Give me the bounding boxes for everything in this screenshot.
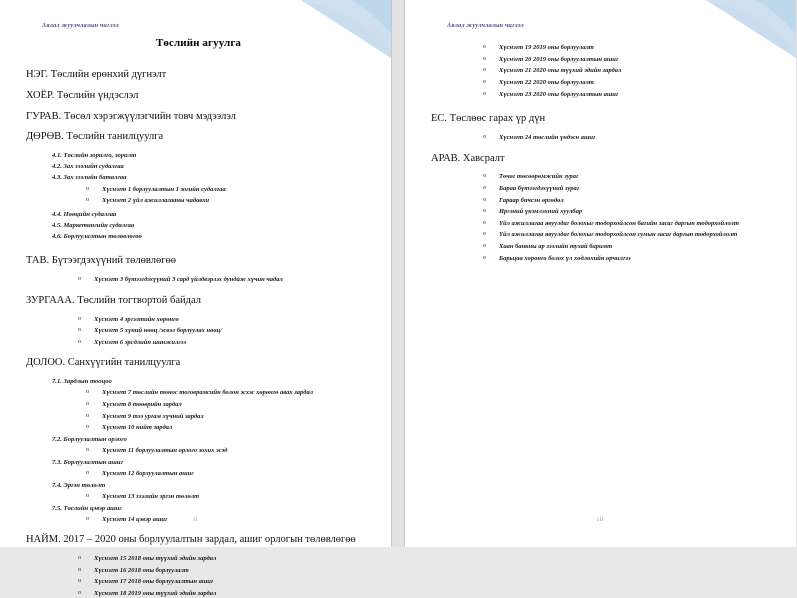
list-item-label: Хүснэгт 9 тээ ургам хүчний зардал: [102, 412, 204, 420]
list-item-label: Гараар бичсэн өргөдөл: [499, 196, 564, 204]
circle-bullet-icon: o: [483, 90, 486, 97]
list-item-label: Хүснэгт 22 2020 оны борлуулалт: [499, 78, 594, 86]
subsection-4-3: 4.3. Зах зээлийн баталгаа: [52, 174, 127, 182]
list-item-label: Барьцаа хөрөнгө болох үл хөдлөхийн өрчилгээ: [499, 254, 631, 262]
list-item-label: Үйл ажиллагаа явуулдаг болохыг тодорхойлсон багийн засаг даргын тодорхойлолт: [499, 219, 739, 227]
list-item-label: Хүснэгт 17 2018 оны борлуулалтын ашиг: [94, 578, 214, 586]
circle-bullet-icon: o: [86, 515, 89, 522]
heading-arav: АРАВ. Хавсралт: [431, 152, 505, 164]
circle-bullet-icon: o: [86, 389, 89, 396]
circle-bullet-icon: o: [86, 412, 89, 419]
subsection-7-3: 7.3. Борлуулалтын ашиг: [52, 458, 124, 466]
heading-naim: НАЙМ. 2017 – 2020 оны борлуулалтын зардал, ашиг орлогын төлөвлөгөө: [26, 534, 356, 546]
subsection-7-2: 7.2. Борлуулалтын орлого: [52, 435, 127, 443]
list-item-label: Хаан банкны ар зээлийн тухай баримт: [499, 243, 613, 250]
page-title: Төслийн агуулга: [155, 37, 242, 49]
list-item-label: Хүснэгт 3 бүтээгдэхүүний 3 сард үйлдвэрлэх дундаж хүчин чадал: [94, 276, 283, 284]
circle-bullet-icon: o: [483, 231, 486, 238]
list-item: [431, 243, 776, 251]
list-item-label: Иргэний үнэмлэхний хуулбар: [499, 208, 583, 216]
list-item: [431, 134, 776, 142]
heading-tav: ТАВ. Бүтээгдэхүүний төлөвлөгөө: [26, 255, 177, 267]
heading-gurav: ГУРАВ. Төсөл хэрэгжүүлэгчийн товч мэдээлэл: [26, 110, 236, 122]
list-item-label: Хүснэгт 10 нийт зардал: [102, 424, 173, 432]
list-item-label: Хүснэгт 1 борлуулалтын 1 зогийн судалгаа: [102, 185, 226, 193]
list-item-label: Хүснэгт 13 зээлийн эргэн төлөлт: [102, 492, 200, 500]
heading-dorov: ДӨРӨВ. Төслийн танилцуулга: [26, 131, 164, 143]
circle-bullet-icon: o: [86, 447, 89, 454]
subsection-4-6: 4.6. Борлуулалтын төлөвлөгөө: [52, 233, 142, 241]
list-item: [431, 185, 776, 193]
list-item: [26, 493, 371, 501]
circle-bullet-icon: o: [78, 338, 81, 345]
list-item-label: Хүснэгт 14 цэвэр ашиг: [102, 515, 168, 523]
list-item: [431, 208, 776, 216]
heading-neg: НЭГ. Төслийн ерөнхий дүгнэлт: [26, 69, 167, 80]
circle-bullet-icon: o: [86, 424, 89, 431]
heading-hoyor: ХОЁР. Төслийн үндэслэл: [26, 89, 139, 101]
circle-bullet-icon: o: [483, 67, 486, 74]
list-item-label: Хүснэгт 19 2019 оны борлуулалт: [499, 44, 594, 51]
circle-bullet-icon: o: [78, 315, 81, 322]
subsection-7-5: 7.5. Төслийн цэвэр ашиг: [52, 504, 122, 512]
running-header-right: Аялал жуулчлалын чиглэл: [447, 22, 524, 29]
document-page-left: [0, 0, 392, 598]
list-item: [26, 401, 371, 409]
running-header-left: Аялал жуулчлалын чиглэл: [42, 22, 119, 29]
circle-bullet-icon: o: [78, 276, 81, 283]
page-number-left: ii: [193, 516, 198, 523]
list-item: [431, 255, 776, 263]
circle-bullet-icon: o: [483, 184, 486, 191]
list-item: [26, 316, 371, 324]
circle-bullet-icon: o: [483, 133, 486, 140]
list-item-label: Хүснэгт 7 төслийн тонос тоговрамсийн болон эсхэс хөрөнгө авах зардал: [102, 389, 314, 397]
list-item: [431, 44, 776, 52]
page-separator: [392, 0, 404, 547]
circle-bullet-icon: o: [483, 55, 486, 62]
subsection-4-1: 4.1. Төслийн зорилго, зорилт: [52, 152, 137, 159]
subsection-7-1: 7.1. Зардлын тооцоо: [52, 378, 112, 386]
list-item-label: Хүснэгт 2 үйл ажиллагааны чадавхи: [102, 197, 210, 205]
list-item: [26, 413, 371, 421]
list-item: [26, 197, 371, 205]
list-item: [431, 67, 776, 75]
list-item-label: Хүснэгт 21 2020 оны түүхий эдийн зардал: [499, 67, 622, 75]
circle-bullet-icon: o: [78, 590, 81, 597]
circle-bullet-icon: o: [86, 492, 89, 499]
circle-bullet-icon: o: [483, 254, 486, 261]
circle-bullet-icon: o: [483, 173, 486, 180]
circle-bullet-icon: o: [78, 566, 81, 573]
list-item: [26, 470, 371, 478]
list-item: [431, 56, 776, 64]
list-item-label: Төчөг төсөөрөмжийн зураг: [499, 173, 579, 181]
page-content-left: [0, 0, 391, 598]
circle-bullet-icon: o: [86, 401, 89, 408]
circle-bullet-icon: o: [483, 243, 486, 249]
list-item: [26, 555, 371, 563]
circle-bullet-icon: o: [483, 44, 486, 50]
list-item: [26, 389, 371, 397]
list-item-label: Хүснэгт 8 төөврийн зардал: [102, 401, 182, 409]
heading-zurgaa: ЗУРГААА. Төслийн тогтвортой байдал: [26, 294, 201, 306]
list-item-label: Хүснэгт 11 борлуулалтын орлого зохих эсэд: [102, 447, 228, 455]
list-item-label: Хүснэгт 23 2020 оны борлуулалтын ашиг: [499, 90, 619, 98]
circle-bullet-icon: o: [78, 578, 81, 585]
document-page-right: [404, 0, 796, 547]
list-item: [431, 231, 776, 239]
list-item: [26, 447, 371, 455]
list-item: [431, 173, 776, 181]
circle-bullet-icon: o: [86, 185, 89, 192]
list-item: [26, 276, 371, 284]
list-item-label: Үйл ажиллагаа явуулдаг болохыг тодорхойлсон сумын засаг даргын тодорхойлолт: [499, 231, 738, 239]
subsection-4-2: 4.2. Зах зээлийн судалгаа: [52, 163, 124, 171]
circle-bullet-icon: o: [483, 196, 486, 203]
heading-doloo: ДОЛОО. Санхүүгийн танилцуулга: [26, 357, 181, 369]
circle-bullet-icon: o: [86, 470, 89, 477]
heading-es: ЕС. Төслөөс гарах үр дүн: [431, 113, 546, 125]
subsection-4-4: 4.4. Нөөцийн судалгаа: [52, 210, 117, 218]
circle-bullet-icon: o: [483, 208, 486, 215]
page-number-right: iii: [597, 516, 604, 523]
list-item-label: Бараа бүтээгдэхүүний зураг: [499, 184, 580, 192]
subsection-4-5: 4.5. Маркетингийн судалгаа: [52, 222, 135, 229]
list-item: [26, 578, 371, 586]
list-item-label: Хүснэгт 20 2019 оны борлуулалтын ашиг: [499, 55, 619, 63]
list-item: [431, 91, 776, 99]
circle-bullet-icon: o: [78, 555, 81, 562]
list-item-label: Хүснэгт 12 борлуулалтын ашиг: [102, 470, 194, 478]
list-item: [26, 327, 371, 335]
list-item: [26, 186, 371, 194]
list-item: [26, 590, 371, 598]
list-item: [26, 339, 371, 347]
list-item: [431, 197, 776, 205]
list-item: [26, 567, 371, 575]
circle-bullet-icon: o: [483, 78, 486, 85]
circle-bullet-icon: o: [78, 327, 81, 334]
list-item-label: Хүснэгт 4 эргэлтийн хөрөнгө: [94, 315, 179, 323]
list-item-label: Хүснэгт 18 2019 оны түүхий эдийн зардал: [94, 590, 217, 598]
circle-bullet-icon: o: [483, 219, 486, 226]
list-item-label: Хүснэгт 15 2018 оны түүхий эдийн зардал: [94, 555, 217, 563]
circle-bullet-icon: o: [86, 197, 89, 204]
page-content-right: [405, 0, 796, 263]
subsection-7-4: 7.4. Эргэн төлөлт: [52, 481, 106, 489]
list-item-label: Хүснэгт 6 эрсдлийн шинжилгээ: [94, 338, 187, 346]
list-item: [26, 424, 371, 432]
list-item-label: Хүснэгт 16 2018 оны борлуулалт: [94, 566, 189, 574]
list-item: [431, 220, 776, 228]
list-item-label: Хүснэгт 24 төслийн үндэсн ашиг: [499, 133, 596, 141]
list-item-label: Хүснэгт 5 хүний нөөц /эсвэл борлуулах нөөц/: [94, 327, 222, 335]
list-item: [431, 79, 776, 87]
